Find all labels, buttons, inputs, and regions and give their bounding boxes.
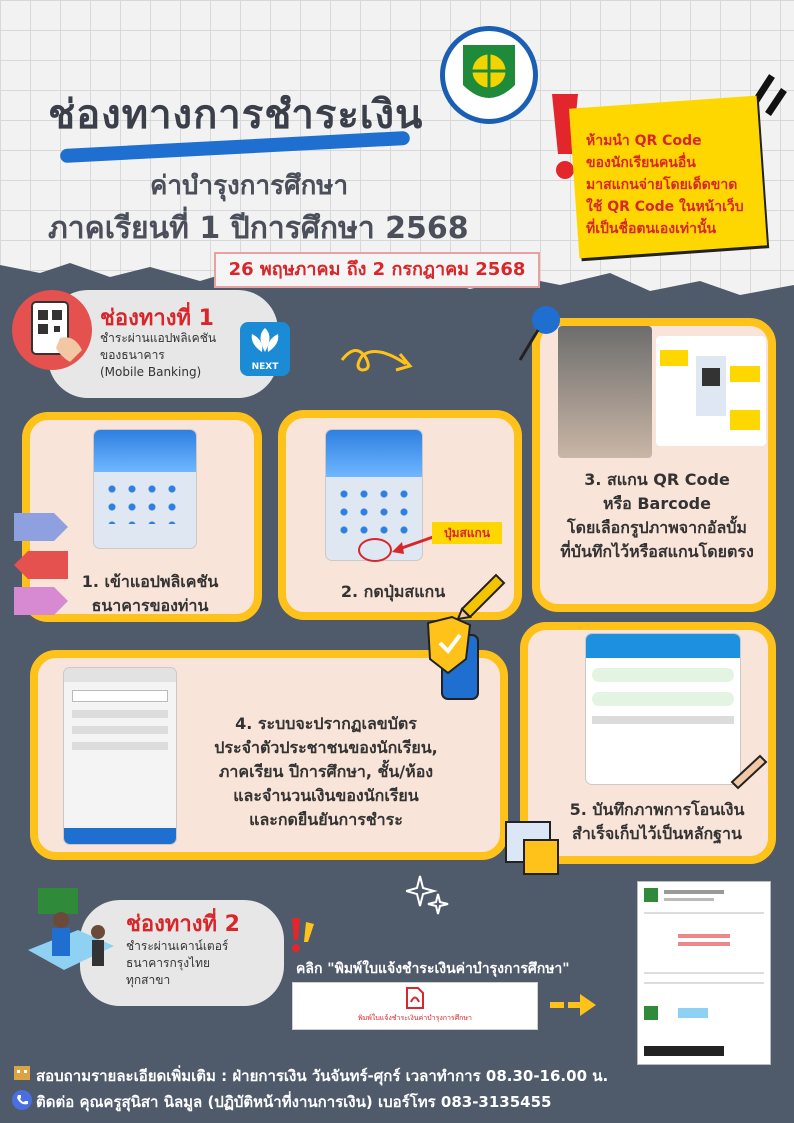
curly-arrow-icon: [336, 340, 420, 380]
step2-text: 2. กดปุ่มสแกน: [340, 582, 446, 601]
payment-slip-preview: [638, 882, 770, 1064]
calendar-receipt-icon: [500, 812, 564, 878]
arrow-right-icon: [548, 990, 598, 1020]
pushpin-icon: [510, 300, 568, 370]
phone-icon: [12, 1090, 32, 1110]
arrows-signpost-icon: [8, 505, 74, 615]
red-arrow-icon: [388, 532, 438, 556]
sparkle-icon: [406, 874, 450, 918]
step1-phone-screenshot: [94, 430, 196, 548]
channel1-desc: ชำระผ่านแอปพลิเคชัน ของธนาคาร (Mobile Banking): [100, 331, 217, 379]
school-logo-icon: [440, 26, 538, 124]
subtitle-fee: ค่าบำรุงการศึกษา: [150, 171, 349, 201]
footer-contact: ติดต่อ คุณครูสุนิสา นิลมูล (ปฏิบัติหน้าที่งานการเงิน) เบอร์โทร 083-3135455: [36, 1093, 552, 1111]
date-range-badge: 26 พฤษภาคม ถึง 2 กรกฎาคม 2568: [214, 252, 540, 288]
warning-text: ห้ามนำ QR Code ของนักเรียนคนอื่น มาสแกนจ่ายโดยเด็ดขาด ใช้ QR Code ในหน้าเว็บ ที่เป็นชื่อตนเองเท่านั้น: [586, 133, 744, 237]
qr-phone-icon: [12, 290, 92, 370]
channel2-title: ช่องทางที่ 2: [126, 912, 240, 937]
pencil-icon: [450, 565, 510, 620]
step3-qr-screenshot: [656, 336, 766, 446]
channel1-title: ช่องทางที่ 1: [100, 306, 214, 331]
krungthai-next-app-icon: NEXT: [240, 322, 290, 376]
building-icon: [12, 1062, 32, 1082]
small-pencil-icon: [726, 750, 772, 790]
subtitle-semester: ภาคเรียนที่ 1 ปีการศึกษา 2568: [48, 211, 469, 246]
channel2-desc: ชำระผ่านเคาน์เตอร์ ธนาคารกรุงไทย ทุกสาขา: [126, 939, 229, 987]
footer-inquiry: สอบถามรายละเอียดเพิ่มเติม : ฝ่ายการเงิน วันจันทร์-ศุกร์ เวลาทำการ 08.30-16.00 น.: [36, 1067, 609, 1085]
scan-button-highlight: [358, 538, 392, 562]
step5-text: 5. บันทึกภาพการโอนเงิน สำเร็จเก็บไว้เป็นหลักฐาน: [569, 800, 745, 843]
print-instruction: คลิก "พิมพ์ใบแจ้งชำระเงินค่าบำรุงการศึกษา": [296, 961, 570, 977]
scan-button-label: ปุ่มสแกน: [432, 522, 502, 544]
pdf-icon: [405, 987, 425, 1009]
step4-phone-screenshot: [64, 668, 176, 844]
step3-camera-screenshot: [558, 326, 652, 458]
step3-text: 3. สแกน QR Code หรือ Barcode โดยเลือกรูปภาพจากอัลบั้ม ที่บันทึกไว้หรือสแกนโดยตรง: [560, 470, 754, 561]
page-title: ช่องทางการชำระเงิน: [48, 92, 424, 138]
print-payment-slip-button[interactable]: พิมพ์ใบแจ้งชำระเงินค่าบำรุงการศึกษา: [292, 982, 538, 1030]
alert-marks-icon: [288, 914, 318, 954]
bank-counter-icon: [18, 880, 118, 980]
step1-text: 1. เข้าแอปพลิเคชัน ธนาคารของท่าน: [81, 572, 219, 615]
step4-text: 4. ระบบจะปรากฏเลขบัตร ประจำตัวประชาชนของนักเรียน, ภาคเรียน ปีการศึกษา, ชั้น/ห้อง และจำนวนเงินของนักเรียน และกดยืนยันการชำระ: [214, 714, 438, 829]
step5-transfer-screenshot: [586, 634, 740, 784]
shield-phone-icon: [412, 615, 482, 705]
